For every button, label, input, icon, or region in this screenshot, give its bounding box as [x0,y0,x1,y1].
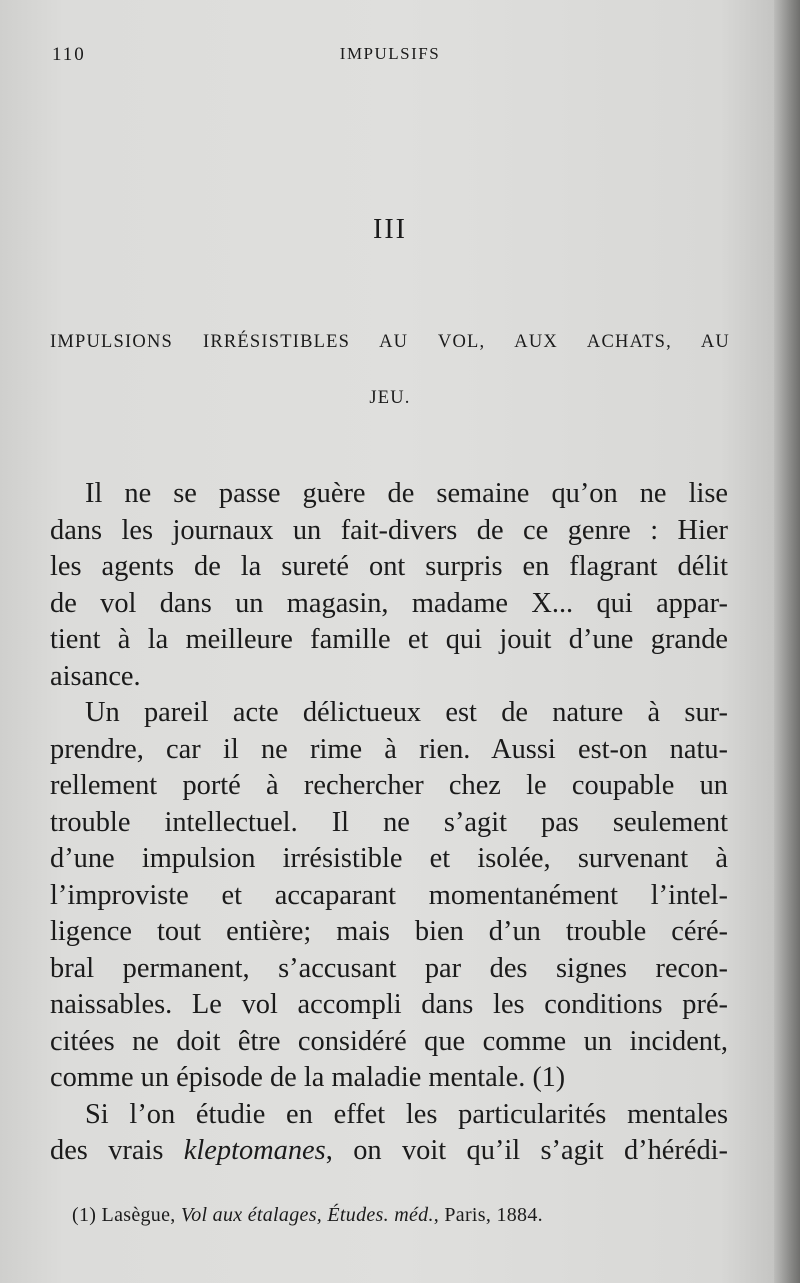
body-line: l’improviste et accaparant momentanément l’intel- [50,879,728,911]
body-line: rellement porté à rechercher chez le coupable un [50,770,728,801]
body-text [50,476,728,1170]
body-line: d’une impulsion irrésistible et isolée, survenant à [50,843,728,874]
footnote-work-title: Vol aux étalages, [180,1204,323,1226]
book-spine-shadow [774,0,800,1283]
last-line-suffix: , on voit qu’il s’agit d’hérédi- [325,1135,728,1166]
body-line: ligence tout entière; mais bien d’un trouble céré- [50,916,728,947]
body-line: Il ne se passe guère de semaine qu’on ne lise [85,478,728,509]
last-line-prefix: des vrais [50,1135,184,1166]
body-line: tient à la meilleure famille et qui jouit d’une grande [50,624,728,655]
running-title: IMPULSIFS [339,44,441,63]
footnote [72,1204,712,1227]
page-number: 110 [52,44,86,65]
footnote-reference: (1) [532,1062,566,1093]
body-line: aisance. [50,660,141,692]
body-line: naissables. Le vol accompli dans les conditions pré- [50,989,728,1020]
body-line: de vol dans un magasin, madame X... qui appar- [50,587,728,619]
running-head [0,44,780,74]
kleptomanes-term: kleptomanes [183,1135,326,1166]
body-line: dans les journaux un fait-divers de ce genre : Hier [50,514,728,546]
body-line: trouble intellectuel. Il ne s’agit pas seulement [50,806,728,838]
section-title-line-1: IMPULSIONS IRRÉSISTIBLES AU VOL, AUX ACHATS, AU [50,332,730,352]
footnote-marker: (1) [72,1204,97,1226]
body-line: prendre, car il ne rime à rien. Aussi est-on natu- [50,733,728,765]
body-line: Si l’on étudie en effet les particularités mentales [85,1098,728,1130]
body-line: bral permanent, s’accusant par des signes recon- [50,952,728,984]
body-line-last [50,1133,728,1170]
section-number: III [373,214,407,245]
body-line-text: comme un épisode de la maladie mentale. [50,1062,526,1093]
body-line: Un pareil acte délictueux est de nature à sur- [85,697,728,728]
footnote-place-date: , Paris, 1884. [433,1204,543,1226]
body-line: citées ne doit être considéré que comme un incident, [50,1025,728,1057]
body-line-with-footnote [50,1060,728,1097]
section-title [50,314,730,426]
body-line: les agents de la sureté ont surpris en flagrant délit [50,551,728,582]
footnote-author: Lasègue, [101,1204,176,1226]
section-title-line-2: JEU. [369,388,411,408]
footnote-journal: Études. méd. [327,1204,434,1226]
